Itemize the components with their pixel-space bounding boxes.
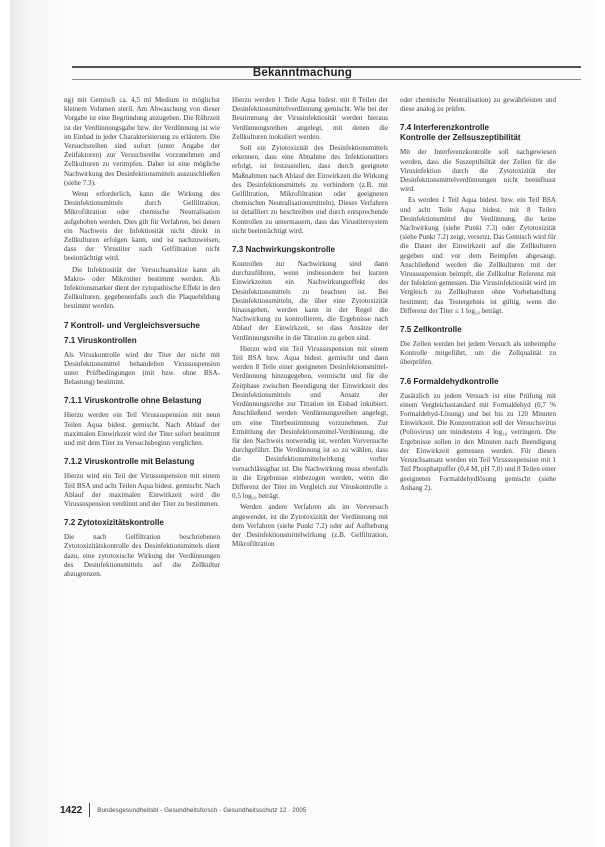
- footer-separator: [89, 803, 90, 817]
- section-heading: 7.1.2 Viruskontrolle mit Belastung: [64, 457, 195, 467]
- text-column-2: [232, 96, 388, 551]
- document-page: [10, 0, 595, 847]
- text-column-3: [400, 96, 556, 495]
- text-column-1: [64, 96, 220, 581]
- paragraph: Mit der Interferenzkontrolle soll nachgewiesen werden, dass die Suszeptibilität der Zellen für die Virusinfektion durch die Zytotoxizität der Desinfektionsmittelverdünnungen nicht beeinflusst wird.: [400, 148, 556, 194]
- page-footer: [60, 803, 565, 817]
- section-heading: 7.2 Zytotoxizitätskontrolle: [64, 518, 164, 528]
- paragraph: Werden andere Verfahren als im Vorversuch angewendet, ist die Zytotoxizität der Verdünnung mit dem Verfahren (siehe Punkt 7.2) oder auf Aufhebung der Desinfektionsmittelwirkung (z.B. Gelfiltration, Mikrofiltration: [232, 503, 388, 549]
- paragraph: ng) mit Gemisch ca. 4,5 ml Medium in möglichst kleinem Volumen steril. Am Abwaschung von dieser Vorgabe ist eine Begründung anzugeben. Die Rührzeit ist der Verdünnungsgabe bzw. der Verdünnung ist wie im Einbad in jeder Charakterisierung zu erläutern. Die Versuchsreihen sind sofort (unter Angabe der Zeitfaktoren) zur Versuchsreihe vorzunehmen und Zellkulturen zu verimpfen. Daher ist eine mögliche Nachwirkung des Desinfektionsmittels auszuschließen (siehe 7.3).: [64, 96, 220, 187]
- paragraph: oder chemische Neutralisation) zu gewährleisten und diese analog zu prüfen.: [400, 96, 556, 114]
- section-title: Bekanntmachung: [252, 67, 353, 79]
- section-heading: 7.4 Interferenzkontrolle Kontrolle der Zellsuszeptibilität: [400, 123, 521, 143]
- section-heading: 7.3 Nachwirkungskontrolle: [232, 245, 335, 255]
- section-heading: 7.1 Viruskontrollen: [64, 335, 137, 345]
- section-heading: 7.6 Formaldehydkontrolle: [400, 376, 499, 386]
- section-heading: 7 Kontroll- und Vergleichsversuche: [64, 320, 200, 330]
- paragraph: Es werden 1 Teil Aqua bidest. bzw. ein Teil BSA und acht Teile Aqua bidest. mit 8 Teilen Desinfektionsmittel der Verdünnung, die keine Nachwirkung (siehe Punkt 7.3) oder Zytotoxizität (siehe Punkt 7.2) zeigt, versetzt. Das Gemisch wird für die Dauer der Einwirkzeit auf die Zellkulturen gegeben und vor dem Beimpfen abgesaugt. Anschließend werden die Zellkulturen mit der Virussuspension beimpft, die Zellkultur Referenz mit der Infektion gemessen. Die Virusinfektiosität wird im Vergleich zu Zellkulturen ohne Vorbehandlung bestimmt; das Testergebnis ist gültig, wenn die Differenz der Titer ≤ 1 log₁₀ beträgt.: [400, 196, 556, 315]
- paragraph: Hierzu werden 1 Teile Aqua bidest. mit 8 Teilen der Desinfektionsmittelverdünnung gemischt. Wie bei der Bestimmung der Virusinfektiosität werden hieraus Verdünnungsreihen angelegt, mit denen die Zellkulturen inokuliert werden.: [232, 96, 388, 141]
- paragraph: Hierzu werden ein Teil Virussuspension mit neun Teilen Aqua bidest. gemischt. Nach Ablauf der maximalen Einwirkzeit wird der Titer sofort bestimmt und mit dem Titer zu Versuchsbeginn verglichen.: [64, 411, 220, 448]
- journal-citation: Bundesgesundheitsbl - Gesundheitsforsch - Gesundheitsschutz 12 · 2005: [97, 806, 307, 814]
- paragraph: Zusätzlich zu jedem Versuch ist eine Prüfung mit einem Vergleichsstandard mit Formaldehyd (0,7 % Formaldehyd-Lösung) und bei bis zu 120 Minuten Einwirkzeit. Die Konzentration soll der Versuchsvirus (Poliovirus) um mindestens 4 log₁₀ verringern. Die Ergebnisse sollen in den Minuten nach Beendigung der Einwirkzeit gemessen werden. Für diesen Versuchsansatz werden ein Teil Virussuspension mit 1 Teil Phosphatpuffer (0,4 M, pH 7,0) und 8 Teilen einer geeigneten Formaldehydlösung gemischt (siehe Anhang 2).: [400, 391, 556, 492]
- paragraph: Kontrollen zur Nachwirkung sind dann durchzuführen, wenn insbesondere bei kurzen Einwirkzeiten ein Nachwirkungseffekt des Desinfektionsmittels zu beachten ist. Bei Desinfektionsmitteln, die über eine Zytotoxizität hinausgehen, werden kann in der Regel die Nachwirkung zu kontrollieren, die Ergebnisse nach Ablauf der Einwirkzeit, so dass Ansätze der Verdünnungsreihe in die Titration zu geben sind.: [232, 260, 388, 342]
- paragraph: Soll ein Zytotoxizität des Desinfektionsmittels erkennen, dass eine Abnahme des Infektionstiters erfolgt, ist festzustellen, dass durch geeignete Maßnahmen nach Ablauf der Einwirkzeit die Wirkung des Desinfektionsmittels zu verhindern (z.B. mit Gelfiltration, Mikrofiltration oder geeigneten chemischen Neutralisationsmitteln). Dieses Verfahren ist detailliert zu beschreiben und durch entsprechende Kontrollen zu untermauern, dass das Virustitersystem nicht beeinträchtigt wird.: [232, 144, 388, 235]
- header-rule-bottom: [72, 79, 581, 80]
- section-heading: 7.5 Zellkontrolle: [400, 325, 462, 335]
- paragraph: Die Zellen werden bei jedem Versuch als unbeimpfte Kontrolle mitgeführt, um die Zellqualität zu überprüfen.: [400, 340, 556, 367]
- paragraph: Die nach Gelfiltration beschriebenen Zytotoxizitätskontrolle des Desinfektionsmittels dient dazu, eine zytotoxische Wirkung der Verdünnungen des Desinfektionsmittels auf die Zellkultur abzugrenzen.: [64, 533, 220, 578]
- section-heading: 7.1.1 Viruskontrolle ohne Belastung: [64, 396, 202, 406]
- paragraph: Wenn erforderlich, kann die Wirkung des Desinfektionsmittels durch Gelfiltration, Mikrofiltration oder chemische Neutralisation aufgehoben werden. Dies gilt für Verfahren, bei denen ein Nachweis der Infektiosität nicht direkt in Zellkulturen erfolgen kann, und ist nachzuweisen, dass der Virustiter nach Gelfiltration nicht beeinträchtigt wird.: [64, 190, 220, 263]
- paragraph: Als Viruskontrolle wird der Titer der nicht mit Desinfektionsmittel behandelten Virussuspension unter Prüfbedingungen (mit bzw. ohne BSA-Belastung) bestimmt.: [64, 350, 220, 387]
- page-number: 1422: [60, 804, 83, 816]
- paragraph: Die Infektiosität der Versuchsansätze kann als Makro- oder Mikrotiter bestimmt werden. Als Infektionsmarker dient der zytopathische Effekt in den Zellkulturen, gegebenenfalls auch die Plaquebildung bestimmt werden.: [64, 265, 220, 311]
- paragraph: Hierzu wird ein Teil Virussuspension mit einem Teil BSA bzw. Aqua bidest. gemischt und dann werden 8 Teile einer geeigneten Desinfektionsmittel-Verdünnung hinzugegeben, vermischt und für die Zeitphase zwischen Beendigung der Einwirkzeit des Desinfektionsmittels und Ansatz der Verdünnungsreihe zur Titration im Eisbad inkubiert. Anschließend werden Verdünnungsreihen angelegt, um eine Titerbestimmung vorzunehmen. Zur Ermittlung der Desinfektionsmittel-Verdünnung, die für den Nachweis notwendig ist, werden Vorversuche durchgeführt. Die Verdünnung ist so zu wählen, dass die Desinfektionsmittelwirkung vorher vernachlässigbar ist. Die Nachwirkung muss ebenfalls in die Ergebnisse einbezogen werden, wenn die Differenz der Titer im Vergleich zur Viruskontrolle ≥ 0,5 log₁₀ beträgt.: [232, 344, 388, 501]
- paragraph: Hierzu wird ein Teil der Virussuspension mit einem Teil BSA und acht Teilen Aqua bidest. gemischt. Nach Ablauf der maximalen Einwirkzeit wird die Virussuspension verdünnt und der Titer zu bestimmen.: [64, 472, 220, 508]
